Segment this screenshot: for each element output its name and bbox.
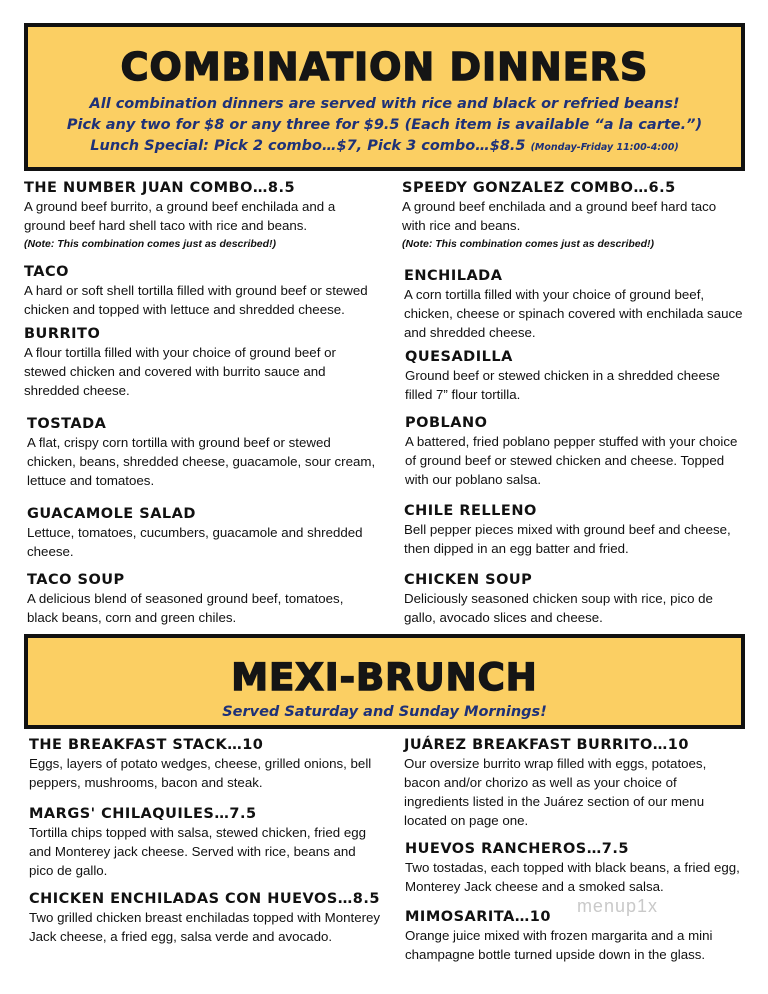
- item-description: Two grilled chicken breast enchiladas topped with Monterey Jack cheese, a fried egg, salsa verde and avocado.: [29, 910, 381, 944]
- item-name: BURRITO: [24, 326, 101, 342]
- item-name: POBLANO: [405, 415, 488, 431]
- item-name: SPEEDY GONZALEZ COMBO…6.5: [402, 180, 676, 196]
- menu-item-guacamole-salad: [27, 506, 377, 561]
- item-description: Our oversize burrito wrap filled with eggs, potatoes, bacon and/or chorizo as well as your choice of ingredients listed in the Juárez section of our menu located on page one.: [404, 756, 707, 828]
- watermark: menup1x: [576, 896, 658, 916]
- item-description: Eggs, layers of potato wedges, cheese, grilled onions, bell peppers, mushrooms, bacon and steak.: [29, 756, 372, 790]
- item-description: Two tostadas, each topped with black beans, a fried egg, Monterey Jack cheese and a smoked salsa.: [405, 860, 740, 894]
- menu-item-juarez-breakfast-burrito: [404, 737, 744, 830]
- item-name: MIMOSARITA…10: [405, 909, 551, 925]
- item-description: A corn tortilla filled with your choice of ground beef, chicken, cheese or spinach covered with enchilada sauce and shredded cheese.: [404, 287, 743, 340]
- brunch-subtitle: Served Saturday and Sunday Mornings!: [222, 704, 547, 720]
- item-name: CHILE RELLENO: [404, 503, 537, 519]
- combination-info-line-1: All combination dinners are served with rice and black or refried beans!: [89, 96, 680, 112]
- item-name: QUESADILLA: [405, 349, 513, 365]
- item-description: A flat, crispy corn tortilla with ground beef or stewed chicken, beans, shredded cheese, guacamole, sour cream, lettuce and tomatoes.: [27, 435, 376, 488]
- menu-item-taco: [24, 264, 374, 319]
- item-note: (Note: This combination comes just as described!): [24, 238, 277, 250]
- item-description: Lettuce, tomatoes, cucumbers, guacamole and shredded cheese.: [27, 525, 363, 559]
- item-description: A battered, fried poblano pepper stuffed with your choice of ground beef or stewed chicken and cheese. Topped with our poblano salsa.: [405, 434, 738, 487]
- menu-item-number-juan-combo: [24, 180, 374, 253]
- item-description: Deliciously seasoned chicken soup with rice, pico de gallo, avocado slices and cheese.: [404, 591, 713, 625]
- item-name: JUÁREZ BREAKFAST BURRITO…10: [404, 737, 689, 753]
- item-name: TOSTADA: [27, 416, 107, 432]
- item-name: TACO SOUP: [27, 572, 125, 588]
- item-description: A hard or soft shell tortilla filled with ground beef or stewed chicken and topped with lettuce and shredded cheese.: [24, 283, 368, 317]
- item-name: ENCHILADA: [404, 268, 503, 284]
- mexi-brunch-banner: [24, 634, 745, 729]
- lunch-special-text: Lunch Special: Pick 2 combo…$7, Pick 3 combo…$8.5: [90, 138, 526, 154]
- item-description: A ground beef enchilada and a ground beef hard taco with rice and beans.: [402, 199, 717, 233]
- menu-item-burrito: [24, 326, 374, 400]
- menu-item-chicken-soup: [404, 572, 744, 627]
- item-name: THE BREAKFAST STACK…10: [29, 737, 264, 753]
- menu-item-taco-soup: [27, 572, 377, 627]
- item-note: (Note: This combination comes just as described!): [402, 238, 655, 250]
- combination-dinners-banner: [24, 23, 745, 171]
- lunch-special-line: [28, 138, 741, 154]
- item-description: Ground beef or stewed chicken in a shredded cheese filled 7” flour tortilla.: [405, 368, 720, 402]
- lunch-special-hours: (Monday-Friday 11:00-4:00): [530, 142, 679, 153]
- item-name: MARGS' CHILAQUILES…7.5: [29, 806, 257, 822]
- item-name: GUACAMOLE SALAD: [27, 506, 196, 522]
- menu-item-speedy-gonzalez-combo: [402, 180, 742, 253]
- item-description: Bell pepper pieces mixed with ground beef and cheese, then dipped in an egg batter and fried.: [404, 522, 731, 556]
- item-name: THE NUMBER JUAN COMBO…8.5: [24, 180, 296, 196]
- menu-item-huevos-rancheros: [405, 841, 745, 896]
- menu-item-breakfast-stack: [29, 737, 381, 792]
- item-name: HUEVOS RANCHEROS…7.5: [405, 841, 629, 857]
- menu-item-margs-chilaquiles: [29, 806, 381, 880]
- item-name: CHICKEN ENCHILADAS CON HUEVOS…8.5: [29, 891, 380, 907]
- item-description: Tortilla chips topped with salsa, stewed chicken, fried egg and Monterey jack cheese. Served with rice, beans and pico de gallo.: [29, 825, 367, 878]
- menu-item-chicken-enchiladas-con-huevos: [29, 891, 381, 946]
- menu-item-enchilada: [404, 268, 744, 342]
- menu-item-mimosarita: [405, 909, 745, 964]
- item-description: A delicious blend of seasoned ground beef, tomatoes, black beans, corn and green chiles.: [27, 591, 344, 625]
- item-name: CHICKEN SOUP: [404, 572, 533, 588]
- combination-info-line-2: Pick any two for $8 or any three for $9.5 (Each item is available “a la carte.”): [66, 117, 703, 133]
- menu-item-poblano: [405, 415, 745, 489]
- item-description: Orange juice mixed with frozen margarita and a mini champagne bottle turned upside down in the glass.: [405, 928, 713, 962]
- item-description: A ground beef burrito, a ground beef enchilada and a ground beef hard shell taco with rice and beans.: [24, 199, 336, 233]
- menu-item-tostada: [27, 416, 377, 490]
- item-name: TACO: [24, 264, 69, 280]
- item-description: A flour tortilla filled with your choice of ground beef or stewed chicken and covered with burrito sauce and shredded cheese.: [24, 345, 336, 398]
- mexi-brunch-title: MEXI-BRUNCH: [231, 656, 538, 699]
- menu-item-chile-relleno: [404, 503, 744, 558]
- combination-dinners-title: COMBINATION DINNERS: [120, 45, 649, 89]
- menu-item-quesadilla: [405, 349, 745, 404]
